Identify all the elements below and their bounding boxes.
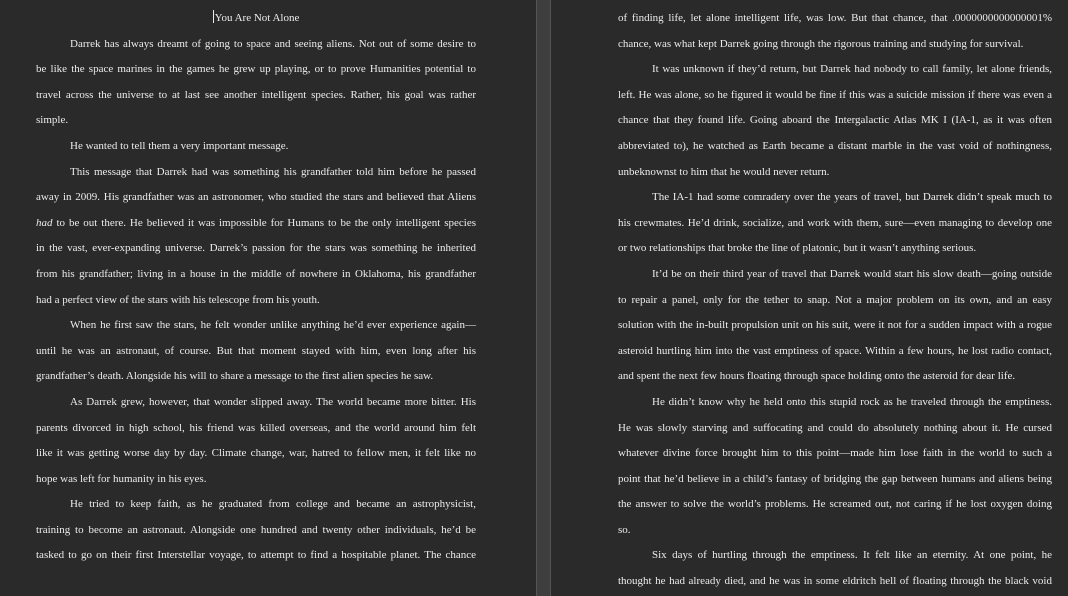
text-line[interactable] [36, 57, 476, 83]
line-text: thought he had already died, and he was in some eldritch hell of floating through the black void [618, 575, 1052, 588]
text-line[interactable] [36, 108, 476, 134]
text-line[interactable] [618, 518, 1052, 544]
line-text: or two relationships that broke the line of platonic, but it wasn’t anything serious. [618, 242, 977, 255]
line-text: Darrek has always dreamt of going to space and seeing aliens. Not out of some desire to [70, 37, 476, 50]
text-line[interactable] [36, 288, 476, 314]
line-text: He wanted to tell them a very important message. [70, 139, 289, 152]
text-line[interactable] [618, 6, 1052, 32]
line-text: abbreviated to), he watched as Earth became a distant marble in the vast void of nothingness, [618, 139, 1052, 152]
page-gutter [537, 0, 550, 596]
italic-text: had [36, 216, 53, 229]
line-text: He was slowly starving and suffocating and could do absolutely nothing about it. He cursed [618, 421, 1052, 434]
line-text: the answer to solve the world’s problems. He screamed out, not caring if he lost oxygen doing [618, 498, 1052, 511]
line-text: left. He was alone, so he figured it would be fine if this was a suicide mission if there was even a [618, 88, 1052, 101]
line-text: The IA-1 had some comradery over the years of travel, but Darrek didn’t speak much to [652, 191, 1052, 204]
line-text: to be out there. He believed it was impossible for Humans to be the only intelligent species [52, 216, 476, 229]
text-line[interactable] [36, 236, 476, 262]
text-line[interactable] [618, 134, 1052, 160]
line-text: to repair a panel, only for the tether to snap. Not a major problem on its own, and an easy [618, 293, 1052, 306]
text-line[interactable] [36, 134, 476, 160]
text-line[interactable] [618, 441, 1052, 467]
text-line[interactable] [36, 364, 476, 390]
line-text: He didn’t know why he held onto this stupid rock as he traveled through the emptiness. [652, 395, 1052, 408]
text-line[interactable] [36, 518, 476, 544]
line-text: He tried to keep faith, as he graduated from college and became an astrophysicist, [70, 498, 476, 511]
line-text: When he first saw the stars, he felt wonder unlike anything he’d ever experience again— [70, 319, 476, 332]
line-text: It was unknown if they’d return, but Darrek had nobody to call family, let alone friends, [652, 63, 1052, 76]
text-line[interactable] [618, 32, 1052, 58]
text-line[interactable] [618, 185, 1052, 211]
line-text: like it was getting worse day by day. Climate change, war, hatred to fellow men, it felt like no [36, 447, 476, 460]
line-text: asteroid hurtling him into the vast emptiness of space. Within a few hours, he lost radio contact, [618, 344, 1052, 357]
line-text: away in 2009. His grandfather was an astronomer, who studied the stars and believed that Aliens [36, 191, 476, 204]
page-right-body[interactable] [618, 6, 1052, 595]
line-text: tasked to go on their first Interstellar voyage, to attempt to find a hospitable planet. The chance [36, 549, 476, 562]
text-line[interactable] [36, 160, 476, 186]
text-line[interactable] [618, 390, 1052, 416]
line-text: of finding life, let alone intelligent life, was low. But that chance, that .0000000000000001% [618, 12, 1052, 24]
text-line[interactable] [618, 492, 1052, 518]
line-text: This message that Darrek had was something his grandfather told him before he passed [70, 165, 476, 178]
text-line[interactable] [618, 543, 1052, 569]
text-line[interactable] [618, 364, 1052, 390]
line-text: grandfather’s death. Alongside his will to share a message to the first alien species he saw. [36, 370, 434, 383]
text-line[interactable] [618, 416, 1052, 442]
line-text: until he was an astronaut, of course. But that moment stayed with him, even long after his [36, 344, 476, 357]
text-line[interactable] [36, 32, 476, 58]
line-text: point that he’d believe in a child’s fantasy of bridging the gap between humans and aliens being [618, 472, 1052, 485]
line-text: unbeknownst to him that he would never return. [618, 165, 830, 178]
line-text: As Darrek grew, however, that wonder slipped away. The world became more bitter. His [70, 395, 476, 408]
text-line[interactable] [36, 416, 476, 442]
text-line[interactable] [36, 441, 476, 467]
text-line[interactable] [618, 236, 1052, 262]
text-line[interactable] [36, 211, 476, 237]
right-page-lines [618, 6, 1052, 595]
line-text: chance, was what kept Darrek going through the rigorous training and studying for survival. [618, 37, 1024, 50]
text-line[interactable] [618, 211, 1052, 237]
line-text: travel across the universe to at last see another intelligent species. Rather, his goal was rather [36, 88, 476, 101]
text-line[interactable] [36, 313, 476, 339]
line-text: his crewmates. He’d drink, socialize, and work with them, sure—even managing to develop one [618, 216, 1052, 229]
line-text: solution with the in-built propulsion unit on his suit, were it not for a sudden impact with a rogue [618, 319, 1052, 332]
document-title[interactable] [36, 6, 476, 32]
page-left-body[interactable] [36, 6, 476, 569]
line-text: Six days of hurtling through the emptiness. It felt like an eternity. At one point, he [652, 549, 1052, 562]
line-text: simple. [36, 114, 69, 127]
document-page-right[interactable] [550, 0, 1068, 596]
text-line[interactable] [36, 339, 476, 365]
text-line[interactable] [618, 288, 1052, 314]
text-line[interactable] [36, 492, 476, 518]
text-line[interactable] [618, 108, 1052, 134]
line-text: from his grandfather; living in a house in the middle of nowhere in Oklahoma, his grandfather [36, 267, 476, 280]
text-line[interactable] [618, 569, 1052, 595]
text-line[interactable] [36, 262, 476, 288]
left-page-lines [36, 32, 476, 569]
line-text: so. [618, 523, 631, 536]
text-line[interactable] [618, 467, 1052, 493]
line-text: training to become an astronaut. Alongside one hundred and twenty other individuals, he’d be [36, 523, 476, 536]
text-line[interactable] [36, 467, 476, 493]
text-line[interactable] [618, 83, 1052, 109]
text-line[interactable] [36, 185, 476, 211]
document-title-text: You Are Not Alone [214, 12, 300, 24]
line-text: had a perfect view of the stars with his telescope from his youth. [36, 293, 320, 306]
text-line[interactable] [618, 262, 1052, 288]
line-text: hope was left for humanity in his eyes. [36, 472, 207, 485]
line-text: parents divorced in high school, his friend was killed overseas, and the world around him felt [36, 421, 476, 434]
text-line[interactable] [36, 83, 476, 109]
line-text: be like the space marines in the games he grew up playing, or to prove Humanities potential to [36, 63, 476, 76]
line-text: chance that they found life. Going aboard the Intergalactic Atlas MK I (IA-1, as it was often [618, 114, 1052, 127]
line-text: It’d be on their third year of travel that Darrek would start his slow death—going outside [652, 267, 1052, 280]
text-line[interactable] [36, 543, 476, 569]
text-line[interactable] [618, 57, 1052, 83]
text-line[interactable] [618, 313, 1052, 339]
line-text: and spent the next few hours floating through space holding onto the asteroid for dear life. [618, 370, 1016, 383]
line-text: in the vast, ever-expanding universe. Darrek’s passion for the stars was something he inherited [36, 242, 476, 255]
text-cursor [213, 10, 214, 23]
line-text: whatever divine force brought him to this point—made him lose faith in the world to such a [618, 447, 1052, 460]
text-line[interactable] [618, 339, 1052, 365]
text-line[interactable] [618, 160, 1052, 186]
text-line[interactable] [36, 390, 476, 416]
